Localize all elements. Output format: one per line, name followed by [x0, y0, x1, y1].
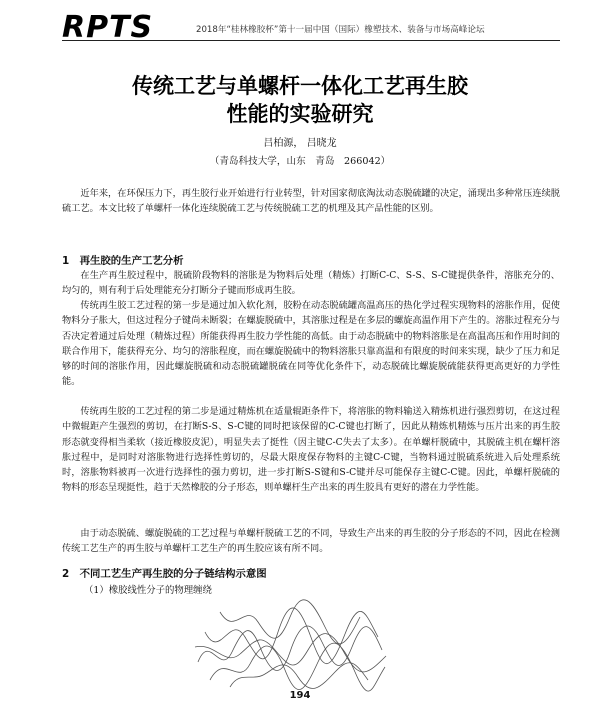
paragraph: 在生产再生胶过程中，脱硫阶段物料的溶胀是为物料后处理（精炼）打断C-C、S-S、S-C键提供条件，溶胀充分的、均匀的，则有利于后处理能充分打断分子键而形成再生胶。: [62, 270, 560, 297]
paper-title-line1: 传统工艺与单螺杆一体化工艺再生胶: [132, 74, 468, 98]
chain-line: [230, 663, 368, 689]
molecular-chain-figure: [190, 592, 390, 692]
chain-line: [220, 600, 360, 644]
chain-line: [205, 608, 378, 664]
paragraph: 传统再生胶工艺过程的第一步是通过加入软化剂，胶粉在动态脱硫罐高温高压的热化学过程实现物料的溶胀作用，促使物料分子胀大，但这过程分子键尚未断裂；在螺旋脱硫中，其溶胀过程是在多层的螺旋高温作用下产生的。溶胀过程充分与否决定着通过后处理（精炼过程）所能获得再生胶力学性能的高低。由于动态脱硫中的物料溶胀是在高温高压和作用时间的联合作用下，能获得充分、均匀的溶胀程度，而在螺旋脱硫中的物料溶胀只靠高温和有限度的时间来实现，缺少了压力和足够的时间的溶胀作用，因此螺旋脱硫和动态脱硫罐脱硫在同等优化条件下，动态脱硫比螺旋脱硫能获得更高更好的力学性能。: [62, 300, 560, 388]
paragraph: 传统再生胶的工艺过程的第二步是通过精炼机在适量辊距条件下，将溶胀的物料输送入精炼机进行强烈剪切，在这过程中微辊距产生强烈的剪切，在打断S-S、S-C键的同时把该保留的C-C键也打断了，因此从精炼机精炼与压片出来的再生胶形态就变得相当柔软（接近橡胶皮泥），明显失去了挺性（因主键C-C失去了太多）。在单螺杆脱硫中，其脱硫主机在螺杆溶胀过程中，是同时对溶胀物进行选择性剪切的，尽最大限度保存物料的主键C-C键，当物料通过脱硫系统进入后处理系统时，溶胀物料被再一次进行选择性的强力剪切，进一步打断S-S键和S-C键并尽可能保存主键C-C键。因此，单螺杆脱硫的物料的形态呈现挺性，趋于天然橡胶的分子形态，则单螺杆生产出来的再生胶具有更好的潜在力学性能。: [62, 406, 560, 494]
header-rule: [62, 40, 560, 41]
page-number: 194: [289, 690, 311, 701]
chain-line: [195, 634, 386, 672]
paper-title-line2: 性能的实验研究: [226, 102, 374, 126]
rpts-logo: RPTS: [62, 10, 154, 45]
chain-lines: [195, 600, 386, 691]
paragraph: 由于动态脱硫、螺旋脱硫的工艺过程与单螺杆脱硫工艺的不同，导致生产出来的再生胶的分子形态的不同，因此在检测传统工艺生产的再生胶与单螺杆工艺生产的再生胶应该有所不同。: [62, 528, 560, 555]
subsection-heading: （1）橡胶线性分子的物理缠绕: [84, 585, 212, 596]
page-header: [62, 10, 562, 45]
abstract: 近年来，在环保压力下，再生胶行业开始进行行业转型，针对国家彻底淘汰动态脱硫罐的决定，涌现出多种常压连续脱硫工艺。本文比较了单螺杆一体化连续脱硫工艺与传统脱硫工艺的机理及其产品性能的区别。: [62, 188, 560, 215]
affiliation: （青岛科技大学，山东 青岛 266042）: [209, 156, 391, 167]
authors: 吕柏源， 吕晓龙: [263, 138, 337, 149]
chain-line: [210, 643, 385, 691]
section-2-heading: 2 不同工艺生产再生胶的分子链结构示意图: [62, 568, 267, 580]
section-1-heading: 1 再生胶的生产工艺分析: [62, 255, 184, 267]
running-title: 2018年“桂林橡胶杯”第十一届中国（国际）橡塑技术、装备与市场高峰论坛: [196, 25, 485, 35]
chain-line: [198, 626, 382, 671]
